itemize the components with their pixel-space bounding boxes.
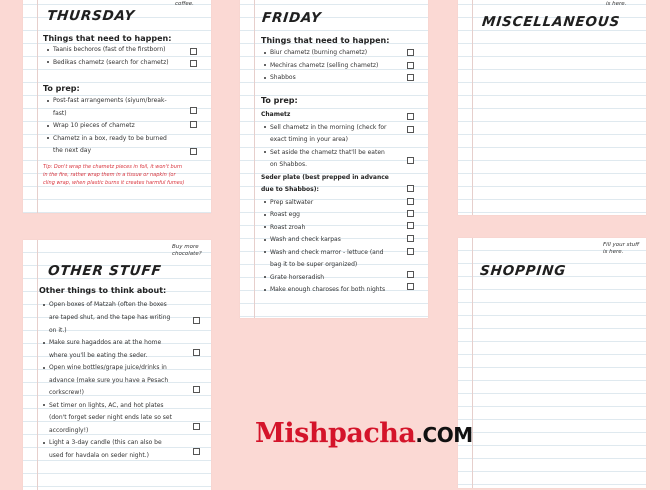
list-item-cont: on it.) bbox=[49, 326, 67, 334]
list-item: Wrap 10 pieces of chametz bbox=[47, 120, 135, 133]
shopping-title: SHOPPING bbox=[479, 263, 567, 279]
checkbox[interactable] bbox=[407, 62, 414, 69]
list-item-cont: the next day bbox=[53, 147, 91, 154]
bullet-icon bbox=[43, 367, 45, 369]
bullet-icon bbox=[264, 226, 266, 228]
checkbox[interactable] bbox=[190, 48, 197, 55]
list-item-cont: (don't forget seder night ends late so set bbox=[49, 414, 172, 421]
checkbox[interactable] bbox=[190, 121, 197, 128]
friday-title: FRIDAY bbox=[261, 10, 323, 26]
bullet-icon bbox=[43, 404, 45, 406]
friday-chametz-header: Chametz bbox=[261, 111, 291, 118]
checkbox[interactable] bbox=[190, 60, 197, 67]
checkbox[interactable] bbox=[407, 126, 414, 133]
thursday-title: THURSDAY bbox=[46, 8, 136, 24]
checkbox[interactable] bbox=[407, 235, 414, 242]
checkbox[interactable] bbox=[407, 74, 414, 81]
bullet-icon bbox=[264, 289, 266, 291]
list-item: Set timer on lights, AC, and hot plates bbox=[43, 400, 164, 413]
list-item: Wash and check marror - lettuce (and bbox=[264, 247, 383, 260]
list-item-cont: are taped shut, and the tape has writing bbox=[49, 314, 171, 321]
friday-card bbox=[240, 0, 428, 318]
checkbox[interactable] bbox=[407, 283, 414, 290]
bullet-icon bbox=[43, 342, 45, 344]
list-item-cont: accordingly!) bbox=[49, 426, 89, 434]
misc-corner-note: is here. bbox=[606, 1, 627, 7]
checkbox[interactable] bbox=[407, 248, 414, 255]
bullet-icon bbox=[264, 77, 266, 79]
checkbox[interactable] bbox=[407, 185, 414, 192]
list-item: Roast egg bbox=[264, 209, 300, 222]
thursday-corner-note: coffee. bbox=[175, 1, 194, 7]
list-item: Bedikas chametz (search for chametz) bbox=[47, 57, 169, 70]
list-item: Sell chametz in the morning (check for bbox=[264, 122, 387, 135]
bullet-icon bbox=[264, 239, 266, 241]
bullet-icon bbox=[264, 52, 266, 54]
bullet-icon bbox=[47, 49, 49, 51]
bullet-icon bbox=[43, 304, 45, 306]
list-item: Make sure hagaddos are at the home bbox=[43, 337, 161, 350]
misc-title: MISCELLANEOUS bbox=[481, 14, 621, 30]
list-item-cont: where you'll be eating the seder. bbox=[49, 351, 148, 359]
bullet-icon bbox=[264, 251, 266, 253]
list-item: Shabbos bbox=[264, 72, 296, 85]
friday-section-happen: Things that need to happen: bbox=[261, 36, 390, 45]
other-corner-note: Buy more chocolate? bbox=[172, 244, 202, 257]
bullet-icon bbox=[264, 214, 266, 216]
friday-section-prep: To prep: bbox=[261, 96, 298, 105]
list-item: Open boxes of Matzah (often the boxes bbox=[43, 299, 167, 312]
checkbox[interactable] bbox=[407, 271, 414, 278]
list-item: Biur chametz (burning chametz) bbox=[264, 47, 367, 60]
list-item: Prep saltwater bbox=[264, 197, 313, 210]
list-item-cont: fast) bbox=[53, 109, 67, 117]
shopping-corner-note: Fill your stuff is here. bbox=[603, 242, 640, 255]
other-title: OTHER STUFF bbox=[47, 263, 163, 279]
list-item: Post-fast arrangements (siyum/break- bbox=[47, 95, 167, 108]
list-item-cont: corkscrew!) bbox=[49, 389, 85, 396]
bullet-icon bbox=[47, 100, 49, 102]
bullet-icon bbox=[264, 64, 266, 66]
checkbox[interactable] bbox=[407, 113, 414, 120]
checkbox[interactable] bbox=[407, 49, 414, 56]
bullet-icon bbox=[43, 442, 45, 444]
bullet-icon bbox=[264, 151, 266, 153]
list-item: Chametz in a box, ready to be burned bbox=[47, 133, 167, 146]
mishpacha-logo: Mishpacha.COM bbox=[255, 418, 473, 449]
list-item: Set aside the chametz that'll be eaten bbox=[264, 147, 385, 160]
list-item: Open wine bottles/grape juice/drinks in bbox=[43, 362, 167, 375]
checkbox[interactable] bbox=[407, 210, 414, 217]
other-card bbox=[23, 240, 211, 490]
bullet-icon bbox=[47, 125, 49, 127]
checkbox[interactable] bbox=[407, 198, 414, 205]
list-item: Roast zroah bbox=[264, 222, 305, 235]
list-item-cont: on Shabbos. bbox=[270, 161, 307, 168]
bullet-icon bbox=[264, 276, 266, 278]
checkbox[interactable] bbox=[407, 222, 414, 229]
list-item-cont: advance (make sure you have a Pesach bbox=[49, 376, 169, 384]
checkbox[interactable] bbox=[193, 386, 200, 393]
list-item: Grate horseradish bbox=[264, 272, 324, 285]
thursday-section-happen: Things that need to happen: bbox=[43, 34, 172, 43]
thursday-tip: Tip: Don't wrap the chametz pieces in foil, it won't burn in the fire, rather wrap them in a tissue or napkin (or cling wrap, when plastic burns it creates harmful fumes) bbox=[43, 164, 185, 186]
list-item-cont: bag it to be super organized) bbox=[270, 261, 358, 268]
checkbox[interactable] bbox=[190, 148, 197, 155]
checkbox[interactable] bbox=[193, 448, 200, 455]
list-item: Mechiras chametz (selling chametz) bbox=[264, 60, 378, 73]
list-item: Taanis bechoros (fast of the firstborn) bbox=[47, 44, 166, 57]
checkbox[interactable] bbox=[193, 317, 200, 324]
list-item: Wash and check karpas bbox=[264, 234, 341, 247]
other-section: Other things to think about: bbox=[39, 286, 167, 295]
bullet-icon bbox=[264, 201, 266, 203]
list-item-cont: exact timing in your area) bbox=[270, 136, 348, 143]
list-item: Light a 3-day candle (this can also be bbox=[43, 437, 162, 450]
misc-card bbox=[458, 0, 646, 215]
bullet-icon bbox=[264, 126, 266, 128]
bullet-icon bbox=[47, 137, 49, 139]
thursday-card bbox=[23, 0, 211, 213]
checkbox[interactable] bbox=[193, 349, 200, 356]
shopping-card bbox=[458, 238, 646, 488]
thursday-section-prep: To prep: bbox=[43, 84, 80, 93]
bullet-icon bbox=[47, 61, 49, 63]
list-item-cont: used for havdala on seder night.) bbox=[49, 451, 150, 459]
list-item: Make enough charoses for both nights bbox=[264, 284, 385, 297]
checkbox[interactable] bbox=[193, 423, 200, 430]
checkbox[interactable] bbox=[407, 157, 414, 164]
friday-seder-header: Seder plate (best prepped in advance due to Shabbos): bbox=[261, 173, 389, 193]
checkbox[interactable] bbox=[190, 107, 197, 114]
